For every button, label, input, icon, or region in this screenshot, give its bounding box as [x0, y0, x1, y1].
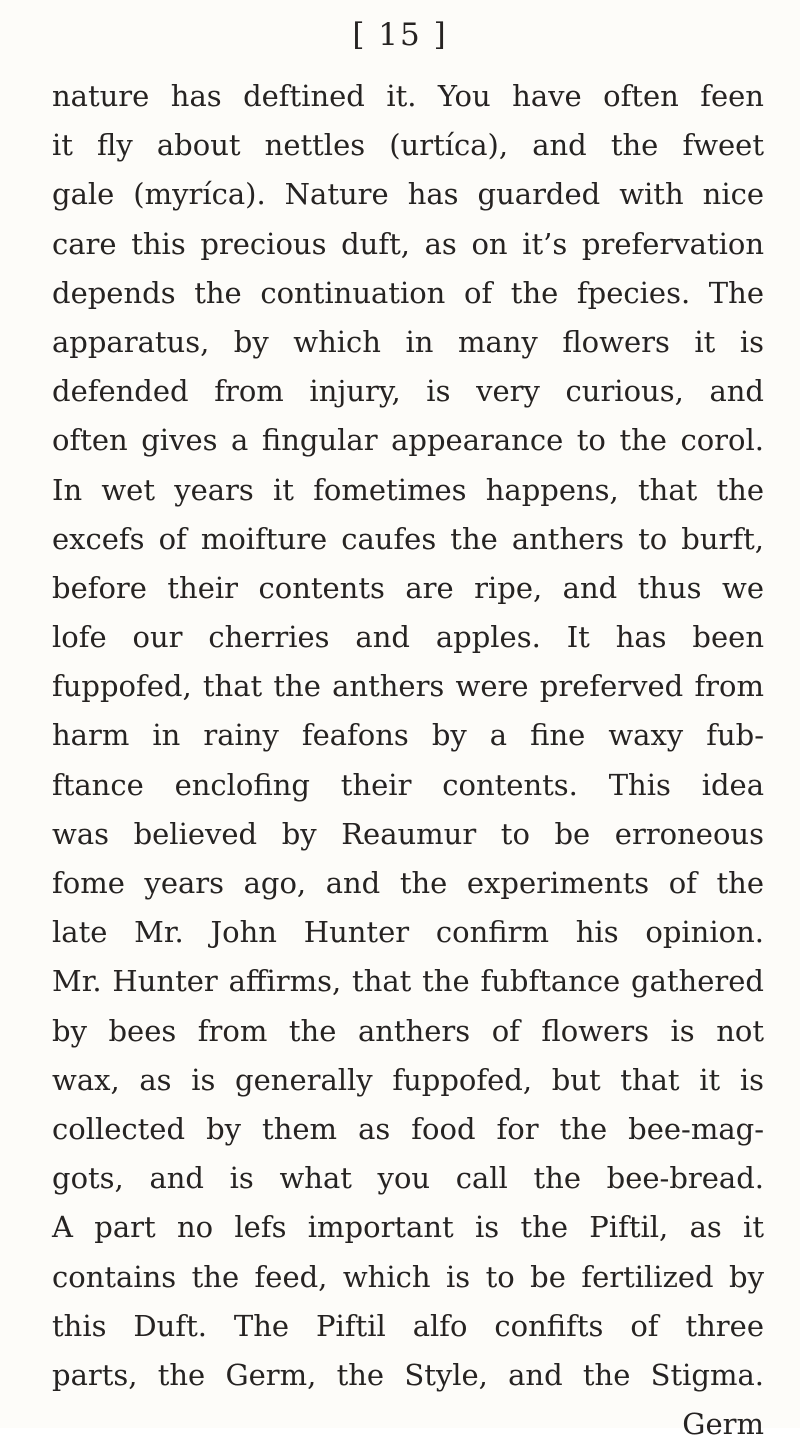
text-line: care this precious duft, as on it’s prefervation [52, 226, 764, 261]
text-line: apparatus, by which in many flowers it is [52, 324, 764, 359]
text-line: parts, the Germ, the Style, and the Stigma. [52, 1357, 764, 1392]
text-line: often gives a fingular appearance to the corol. [52, 423, 764, 458]
text-line: before their contents are ripe, and thus we [52, 570, 764, 605]
text-line: gale (myríca). Nature has guarded with nice [52, 177, 764, 212]
text-line: collected by them as food for the bee-mag- [52, 1111, 764, 1146]
text-line: gots, and is what you call the bee-bread. [52, 1161, 764, 1196]
text-line: lofe our cherries and apples. It has been [52, 620, 764, 655]
text-line: A part no lefs important is the Piftil, as it [52, 1210, 764, 1245]
text-line: depends the continuation of the fpecies. The [52, 275, 764, 310]
catchword: Germ [682, 1407, 764, 1442]
text-line: nature has deftined it. You have often feen [52, 79, 764, 113]
text-line: Mr. Hunter affirms, that the fubftance gathered [52, 964, 764, 999]
text-line: In wet years it fometimes happens, that the [52, 472, 764, 507]
text-line: late Mr. John Hunter confirm his opinion. [52, 915, 764, 950]
page-number: [ 15 ] [352, 17, 448, 53]
text-line: defended from injury, is very curious, and [52, 374, 764, 409]
text-line: it fly about nettles (urtíca), and the fweet [52, 128, 764, 163]
text-line: wax, as is generally fuppofed, but that it is [52, 1062, 764, 1097]
text-line: harm in rainy feafons by a fine waxy fub- [52, 718, 764, 753]
body-text [52, 72, 764, 1449]
text-line: excefs of moifture caufes the anthers to burft, [52, 521, 764, 556]
text-line: was believed by Reaumur to be erroneous [52, 816, 764, 851]
text-line: fome years ago, and the experiments of the [52, 866, 764, 900]
text-line: contains the feed, which is to be fertilized by [52, 1259, 764, 1294]
text-line: by bees from the anthers of flowers is not [52, 1013, 764, 1048]
text-line: fuppofed, that the anthers were preferved from [52, 669, 764, 704]
text-line: this Duft. The Piftil alfo confifts of three [52, 1308, 764, 1343]
text-line: ftance enclofing their contents. This idea [52, 767, 764, 802]
